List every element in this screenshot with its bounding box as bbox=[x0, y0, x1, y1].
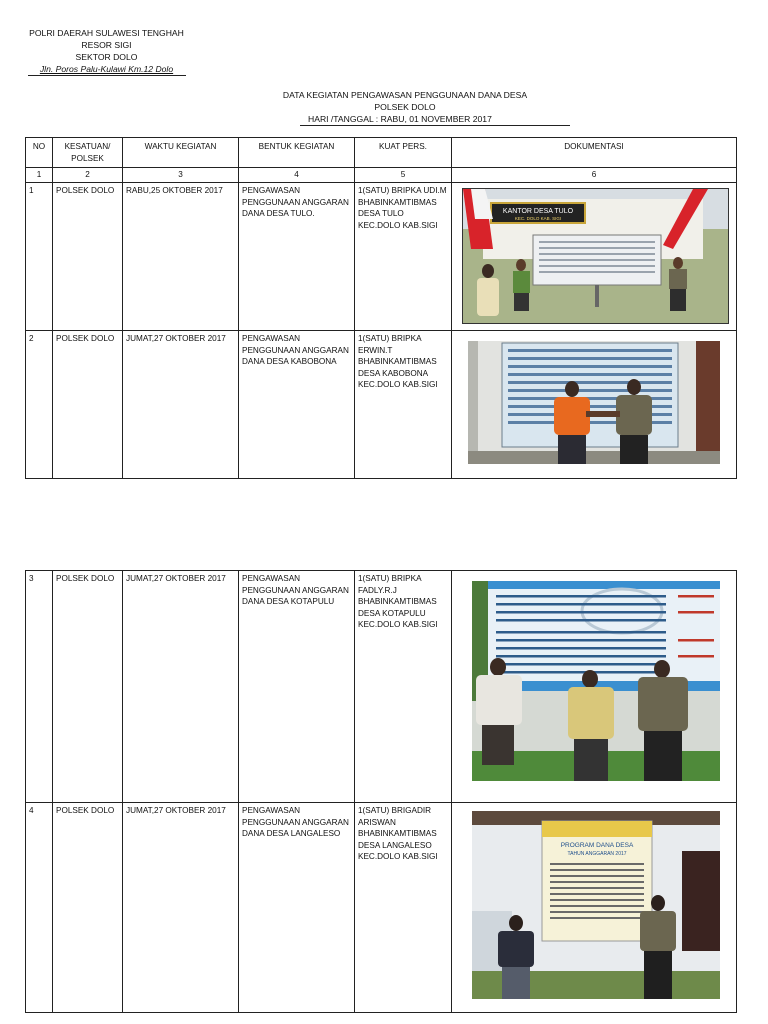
row-personnel: 1(SATU) BRIPKA FADLY.R.J BHABINKAMTIBMAS DESA KOTAPULU KEC.DOLO KAB.SIGI bbox=[355, 571, 452, 803]
title-line-1: DATA KEGIATAN PENGAWASAN PENGGUNAAN DANA DESA bbox=[282, 90, 528, 100]
row-no: 2 bbox=[26, 331, 53, 479]
row-time: JUMAT,27 OKTOBER 2017 bbox=[123, 331, 239, 479]
documentation-photo bbox=[472, 581, 720, 781]
title-line-2: POLSEK DOLO bbox=[374, 102, 436, 112]
board-subtitle-text: TAHUN ANGGARAN 2017 bbox=[567, 851, 627, 857]
row-activity: PENGAWASAN PENGGUNAAN ANGGARAN DANA DESA KOTAPULU bbox=[239, 571, 355, 803]
row-documentation bbox=[452, 571, 737, 803]
document-title bbox=[240, 89, 570, 126]
row-activity: PENGAWASAN PENGGUNAAN ANGGARAN DANA DESA TULO. bbox=[239, 183, 355, 331]
col-number: 4 bbox=[239, 168, 355, 183]
row-unit: POLSEK DOLO bbox=[53, 183, 123, 331]
row-personnel: 1(SATU) BRIGADIR ARISWAN BHABINKAMTIBMAS DESA LANGALESO KEC.DOLO KAB.SIGI bbox=[355, 803, 452, 1013]
row-documentation bbox=[452, 803, 737, 1013]
col-number: 1 bbox=[26, 168, 53, 183]
documentation-photo bbox=[462, 188, 729, 324]
letterhead-line-3: SEKTOR DOLO bbox=[75, 52, 138, 62]
activity-table-page-1 bbox=[25, 137, 737, 479]
row-unit: POLSEK DOLO bbox=[53, 571, 123, 803]
col-header-personnel: KUAT PERS. bbox=[355, 138, 452, 168]
letterhead-address: Jln. Poros Palu-Kulawi Km.12 Dolo bbox=[28, 63, 186, 76]
col-header-no: NO bbox=[26, 138, 53, 168]
table-row bbox=[26, 803, 737, 1013]
row-personnel: 1(SATU) BRIPKA UDI.M BHABINKAMTIBMAS DESA TULO KEC.DOLO KAB.SIGI bbox=[355, 183, 452, 331]
row-personnel: 1(SATU) BRIPKA ERWIN.T BHABINKAMTIBMAS DESA KABOBONA KEC.DOLO KAB.SIGI bbox=[355, 331, 452, 479]
row-time: JUMAT,27 OKTOBER 2017 bbox=[123, 571, 239, 803]
table-header-row bbox=[26, 138, 737, 168]
row-unit: POLSEK DOLO bbox=[53, 803, 123, 1013]
table-row bbox=[26, 331, 737, 479]
activity-table-page-2 bbox=[25, 570, 737, 1013]
documentation-photo bbox=[472, 811, 720, 999]
row-no: 1 bbox=[26, 183, 53, 331]
col-header-unit: KESATUAN/ POLSEK bbox=[53, 138, 123, 168]
row-unit: POLSEK DOLO bbox=[53, 331, 123, 479]
office-sign-subtext: KEC. DOLO KAB. SIGI bbox=[514, 216, 562, 221]
row-activity: PENGAWASAN PENGGUNAAN ANGGARAN DANA DESA KABOBONA bbox=[239, 331, 355, 479]
row-activity: PENGAWASAN PENGGUNAAN ANGGARAN DANA DESA LANGALESO bbox=[239, 803, 355, 1013]
title-date: HARI /TANGGAL : RABU, 01 NOVEMBER 2017 bbox=[300, 113, 570, 126]
letterhead-line-1: POLRI DAERAH SULAWESI TENGHAH bbox=[29, 28, 184, 38]
letterhead-line-2: RESOR SIGI bbox=[81, 40, 132, 50]
row-documentation bbox=[452, 183, 737, 331]
board-title-text: PROGRAM DANA DESA bbox=[560, 842, 634, 849]
col-number: 2 bbox=[53, 168, 123, 183]
column-number-row bbox=[26, 168, 737, 183]
table-row bbox=[26, 183, 737, 331]
row-time: JUMAT,27 OKTOBER 2017 bbox=[123, 803, 239, 1013]
row-no: 4 bbox=[26, 803, 53, 1013]
table-row bbox=[26, 571, 737, 803]
col-number: 5 bbox=[355, 168, 452, 183]
documentation-photo bbox=[468, 341, 720, 464]
row-documentation bbox=[452, 331, 737, 479]
row-no: 3 bbox=[26, 571, 53, 803]
col-number: 3 bbox=[123, 168, 239, 183]
letterhead bbox=[24, 27, 189, 76]
col-header-time: WAKTU KEGIATAN bbox=[123, 138, 239, 168]
row-time: RABU,25 OKTOBER 2017 bbox=[123, 183, 239, 331]
col-header-activity: BENTUK KEGIATAN bbox=[239, 138, 355, 168]
col-header-documentation: DOKUMENTASI bbox=[452, 138, 737, 168]
office-sign-text: KANTOR DESA TULO bbox=[502, 208, 574, 215]
col-number: 6 bbox=[452, 168, 737, 183]
